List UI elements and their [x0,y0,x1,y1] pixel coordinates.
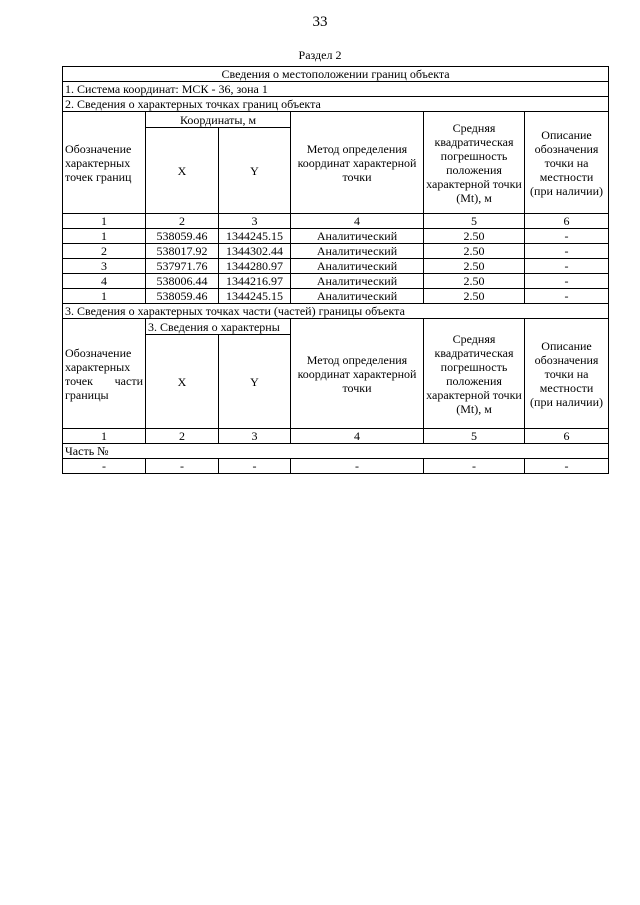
cell-description: - [525,244,609,259]
table-row [63,289,609,304]
column-number: 2 [146,429,219,444]
table-row [63,259,609,274]
column-number: 5 [424,214,525,229]
header-part-method: Метод определения координат характерной точки [291,319,424,429]
boundary-table [62,66,609,474]
cell-empty: - [424,459,525,474]
header-description: Описание обозначения точки на местности (при наличии) [525,112,609,214]
cell-x: 538059.46 [146,229,219,244]
table-row [63,229,609,244]
header-part-point-designation: Обозначение характерных точек части границы [63,319,146,429]
header-point-designation: Обозначение характерных точек границ [63,112,146,214]
column-number: 5 [424,429,525,444]
cell-x: 538006.44 [146,274,219,289]
column-number: 3 [219,214,291,229]
cell-y: 1344245.15 [219,229,291,244]
cell-y: 1344280.97 [219,259,291,274]
cell-x: 538017.92 [146,244,219,259]
cell-y: 1344216.97 [219,274,291,289]
cell-point: 4 [63,274,146,289]
block2-title: 3. Сведения о характерных точках части (частей) границы объекта [63,304,609,319]
column-number: 1 [63,429,146,444]
block1-title: 2. Сведения о характерных точках границ объекта [63,97,609,112]
table-row [63,244,609,259]
coordinate-system: 1. Система координат: МСК - 36, зона 1 [63,82,609,97]
part-label: Часть № [63,444,609,459]
table-row [63,459,609,474]
header-part-error: Средняя квадратическая погрешность положения характерной точки (Mt), м [424,319,525,429]
cell-point: 1 [63,289,146,304]
column-number: 6 [525,429,609,444]
section-title: Раздел 2 [298,48,342,62]
cell-error: 2.50 [424,289,525,304]
cell-point: 2 [63,244,146,259]
cell-empty: - [525,459,609,474]
cell-empty: - [291,459,424,474]
table-row [63,274,609,289]
cell-description: - [525,229,609,244]
header-part-x: X [146,335,219,429]
column-number: 3 [219,429,291,444]
header-part-description: Описание обозначения точки на местности (при наличии) [525,319,609,429]
header-part-coordinates: 3. Сведения о характерны [146,319,291,335]
cell-method: Аналитический [291,289,424,304]
cell-empty: - [63,459,146,474]
cell-point: 3 [63,259,146,274]
column-number: 6 [525,214,609,229]
column-number: 1 [63,214,146,229]
cell-description: - [525,274,609,289]
column-number: 4 [291,214,424,229]
column-numbers-row [63,214,609,229]
cell-error: 2.50 [424,229,525,244]
cell-point: 1 [63,229,146,244]
cell-method: Аналитический [291,274,424,289]
page-number: 33 [312,14,328,30]
cell-method: Аналитический [291,244,424,259]
header-coordinates: Координаты, м [146,112,291,128]
cell-empty: - [146,459,219,474]
cell-error: 2.50 [424,274,525,289]
cell-description: - [525,289,609,304]
cell-x: 537971.76 [146,259,219,274]
column-number: 2 [146,214,219,229]
cell-empty: - [219,459,291,474]
cell-error: 2.50 [424,244,525,259]
header-part-y: Y [219,335,291,429]
cell-description: - [525,259,609,274]
cell-x: 538059.46 [146,289,219,304]
column-numbers-row [63,429,609,444]
header-error: Средняя квадратическая погрешность положения характерной точки (Mt), м [424,112,525,214]
header-y: Y [219,128,291,214]
table-title: Сведения о местоположении границ объекта [63,67,609,82]
cell-error: 2.50 [424,259,525,274]
cell-method: Аналитический [291,259,424,274]
header-method: Метод определения координат характерной точки [291,112,424,214]
column-number: 4 [291,429,424,444]
cell-y: 1344245.15 [219,289,291,304]
cell-method: Аналитический [291,229,424,244]
header-x: X [146,128,219,214]
cell-y: 1344302.44 [219,244,291,259]
